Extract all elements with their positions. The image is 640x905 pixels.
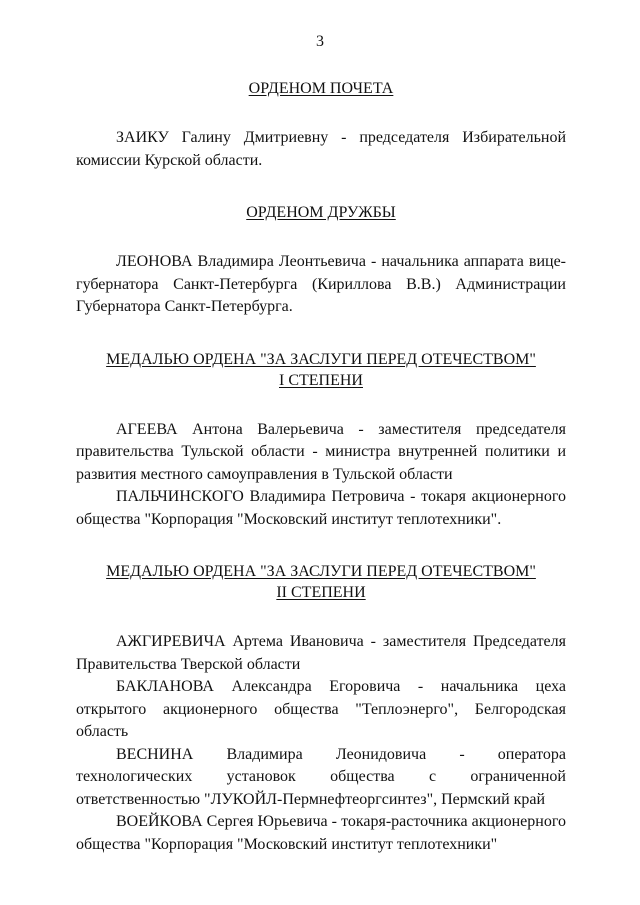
award-entry: ПАЛЬЧИНСКОГО Владимира Петровича - токаря акционерного общества "Корпорация "Московский институт теплотехники".	[76, 488, 566, 528]
award-entry: ВОЕЙКОВА Сергея Юрьевича - токаря-расточника акционерного общества "Корпорация "Московский институт теплотехники"	[76, 813, 566, 853]
award-entry: ЗАИКУ Галину Дмитриевну - председателя Избирательной комиссии Курской области.	[76, 129, 566, 169]
award-entry: БАКЛАНОВА Александра Егоровича - начальника цеха открытого акционерного общества "Теплоэнерго", Белгородская область	[76, 678, 566, 740]
award-section	[76, 202, 566, 319]
section-heading: ОРДЕНОМ ПОЧЕТА	[248, 80, 394, 97]
award-list	[76, 78, 566, 856]
section-heading-degree: II СТЕПЕНИ	[276, 584, 366, 601]
section-heading: МЕДАЛЬЮ ОРДЕНА "ЗА ЗАСЛУГИ ПЕРЕД ОТЕЧЕСТВОМ"	[106, 350, 536, 368]
page-number: 3	[316, 33, 324, 50]
award-entry: ВЕСНИНА Владимира Леонидовича - оператора технологических установок общества с ограниченной ответственностью "ЛУКОЙЛ-Пермнефтеоргсинтез", Пермский край	[76, 745, 566, 808]
section-heading-degree: I СТЕПЕНИ	[279, 371, 363, 389]
section-heading: МЕДАЛЬЮ ОРДЕНА "ЗА ЗАСЛУГИ ПЕРЕД ОТЕЧЕСТВОМ"	[106, 563, 536, 580]
award-entry: АЖГИРЕВИЧА Артема Ивановича - заместителя Председателя Правительства Тверской области	[76, 633, 566, 673]
award-section	[76, 349, 566, 532]
award-entry: АГЕЕВА Антона Валерьевича - заместителя председателя правительства Тульской области - министра внутренней политики и развития местного самоуправления в Тульской области	[76, 420, 566, 483]
award-section	[76, 561, 566, 856]
award-entry: ЛЕОНОВА Владимира Леонтьевича - начальника аппарата вице-губернатора Санкт-Петербурга (Кириллова В.В.) Администрации Губернатора Санкт-Петербурга.	[76, 253, 566, 315]
award-section	[76, 78, 566, 172]
section-heading: ОРДЕНОМ ДРУЖБЫ	[246, 204, 396, 221]
